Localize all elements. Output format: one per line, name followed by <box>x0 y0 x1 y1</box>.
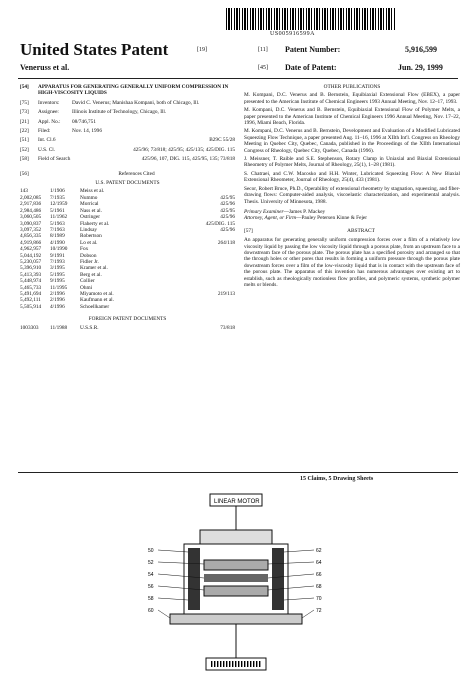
bottom-plate <box>204 586 268 596</box>
publication-item: Secor, Robert Bruce, Ph.D., Operability of extensional rheometry by stagnation, squeezing, and fiber-drawing flows: Computer-aided analysis, viscoelastic characterization, and experimental analysis. Thesis. University of Minnesota, 1988. <box>244 185 460 205</box>
reference-cell: 5,396,910 <box>20 265 42 272</box>
date-code: [45] <box>258 65 268 71</box>
us-docs-list <box>20 188 235 310</box>
patent-number-code: [11] <box>258 47 268 53</box>
reference-cell: 5,413,393 <box>20 271 42 278</box>
fig-label-52: 52 <box>148 560 154 566</box>
linear-motor-label: LINEAR MOTOR <box>214 499 260 505</box>
publication-item: M. Kompani, D.C. Venerus and B. Bernstein, Development and Evaluation of a Modified Lubricated Squeezing Flow Technique, a paper presented Aug. 11–16, 1996 at XIIth Int'l. Congress on Rheology Meeting in Quebec City, Quebec, Canada, published in the Proceedings of the XIIth International Congress of Rheology, Quebec City, Quebec, Canada (1996). <box>244 128 460 154</box>
reference-cell: 2,917,836 <box>20 201 42 208</box>
fig-label-68: 68 <box>316 584 322 590</box>
reference-cell: 5,505,914 <box>20 303 42 310</box>
fig-label-58: 58 <box>148 596 154 602</box>
reference-cell: 4/1996 <box>50 303 65 310</box>
reference-cell: Kaufmann et al. <box>80 297 114 304</box>
patent-date: Jun. 29, 1999 <box>398 63 443 72</box>
left-wall <box>188 548 200 610</box>
reference-cell: 5,448,974 <box>20 278 42 285</box>
reference-row <box>20 325 235 331</box>
reference-cell: 3,097,352 <box>20 226 42 233</box>
barcode <box>226 8 396 30</box>
reference-cell: 4/1990 <box>50 239 65 246</box>
other-pubs-list <box>244 92 460 205</box>
bib-int-cl: [51] Int. Cl.6 B29C 55/28 <box>20 137 235 144</box>
reference-cell: 425/96 <box>220 214 235 221</box>
reference-cell: Flaherty et al. <box>80 220 110 227</box>
document-title: United States Patent <box>20 40 169 59</box>
claims-summary: 15 Claims, 5 Drawing Sheets <box>300 476 374 482</box>
reference-cell: 2,984,486 <box>20 207 42 214</box>
references-heading: [56] References Cited <box>20 170 155 177</box>
right-column <box>244 84 460 288</box>
bibliographic-section <box>20 84 235 331</box>
date-label: Date of Patent: <box>285 63 337 72</box>
reference-cell: Morrical <box>80 201 99 208</box>
fig-label-70: 70 <box>316 596 322 602</box>
reference-cell: 5,491,694 <box>20 290 42 297</box>
reference-cell: 11/1988 <box>50 324 68 331</box>
other-pubs-heading: OTHER PUBLICATIONS <box>323 84 381 90</box>
patent-figure <box>130 490 360 690</box>
reference-cell: Fidler Jr. <box>80 258 99 265</box>
reference-cell: Collier <box>80 278 95 285</box>
reference-cell: 1/1906 <box>50 188 65 195</box>
fig-label-66: 66 <box>316 572 322 578</box>
reference-cell: 2/1996 <box>50 297 65 304</box>
bib-assignee: [73] Assignee: Illinois Institute of Technology, Chicago, Ill. <box>20 109 167 116</box>
top-plate <box>200 530 272 544</box>
mid-rule <box>18 472 458 473</box>
reference-cell: 5/1963 <box>50 220 65 227</box>
reference-row <box>20 304 235 310</box>
porous-plate <box>204 560 268 570</box>
reference-cell: Lo et al. <box>80 239 98 246</box>
reference-cell: Nass et al. <box>80 207 102 214</box>
reference-cell: 143 <box>20 188 28 195</box>
title-code: [19] <box>197 47 207 53</box>
fig-label-64: 64 <box>316 560 322 566</box>
bottom-barcode <box>210 661 262 667</box>
bib-inventors: [75] Inventors: David C. Venerus; Manishaa Kompani, both of Chicago, Ill. <box>20 99 200 106</box>
us-docs-heading: U.S. PATENT DOCUMENTS <box>95 180 160 187</box>
reference-cell: 3/1995 <box>50 265 65 272</box>
reference-cell: Berg et al. <box>80 271 102 278</box>
reference-cell: Nummo <box>80 194 98 201</box>
reference-cell: 5,492,111 <box>20 297 41 304</box>
reference-cell: U.S.S.R. <box>80 324 99 331</box>
inventors-short: Veneruss et al. <box>20 63 70 72</box>
publication-item: M. Kompani, D.C. Venerus and B. Bernstein, Equibiaxial Extensional Flow (EBEX), a paper presented to the American Institute of Chemical Engineers 1993 Annual Meeting, Nov. 12–17, 1993. <box>244 92 460 105</box>
reference-cell: 4,919,866 <box>20 239 42 246</box>
sample-layer <box>204 574 268 582</box>
right-wall <box>272 548 284 610</box>
reference-cell: 2/1996 <box>50 290 65 297</box>
publication-item: M. Kompani, D.C. Venerus and B. Bernstein, Equibiaxial Extensional Flow of Polymer Melts, a paper presented to the American Institute of Chemical Engineers 1996 Annual Meeting, Nov. 17–22, 1996, Miami Beach, Florida. <box>244 107 460 127</box>
reference-cell: 5,230,057 <box>20 258 42 265</box>
reference-cell: Miyamoto et al. <box>80 290 114 297</box>
reference-cell: Ostringer <box>80 214 101 221</box>
reference-cell: Ohmi <box>80 284 93 291</box>
reference-cell: 3,090,837 <box>20 220 42 227</box>
bib-field-search: [58] Field of Search 425/96, 107, DIG. 115, 425/95, 135; 73/818 <box>20 156 235 163</box>
reference-cell: 5/1961 <box>50 207 65 214</box>
reference-cell: 1003303 <box>20 324 39 331</box>
reference-cell: Robertson <box>80 233 102 240</box>
publication-item: S. Chatraei, and C.W. Macosko and H.H. Winter, Lubricated Squeezing Flow: A New Biaxial Extensional Rheometer, Journal of Rheology, 25(4), 433 (1981). <box>244 170 460 184</box>
fig-label-72: 72 <box>316 608 322 614</box>
reference-cell: 73/818 <box>220 324 235 331</box>
attorney: Attorney, Agent, or Firm—Pauley Petersen Kinne & Fejer <box>244 215 368 222</box>
reference-cell: 9/1995 <box>50 278 65 285</box>
header-rule <box>18 78 458 79</box>
reference-cell: 7/1993 <box>50 258 65 265</box>
bib-us-cl: [52] U.S. Cl. 425/96; 73/818; 425/95; 425/135; 425/DIG. 115 <box>20 146 235 153</box>
reference-cell: Lindsay <box>80 226 98 233</box>
reference-cell: 8/1989 <box>50 233 65 240</box>
reference-cell <box>140 304 235 310</box>
abstract-heading: [57] ABSTRACT <box>244 227 375 234</box>
base-plate <box>170 614 302 624</box>
fig-label-56: 56 <box>148 584 154 590</box>
publication-item: J. Meissner, T. Raible and S.E. Stephenson, Rotary Clamp in Uniaxial and Biaxial Extensional Rheometry of Polymer Melts, Journal of Rheology, 25(1), 1–28 (1981). <box>244 156 460 169</box>
fig-label-60: 60 <box>148 608 154 614</box>
reference-cell: 10/1990 <box>50 246 68 253</box>
fig-label-54: 54 <box>148 572 154 578</box>
reference-cell: 7/1963 <box>50 226 65 233</box>
reference-cell: 11/1962 <box>50 214 68 221</box>
reference-cell: Dobson <box>80 252 97 259</box>
reference-cell: 5,465,733 <box>20 284 42 291</box>
reference-cell: 11/1995 <box>50 284 68 291</box>
reference-cell: Fox <box>80 246 89 253</box>
abstract-text: An apparatus for generating generally uniform compression forces over a film of a relatively low viscosity liquid by passing the low viscosity liquid through a porous plate, from an upstream face to a downstream face of the porous plate. The porous plate has a specified porosity and arranged so that the through holes or other pores that results in forming a uniform pressure through the porous plate downstream forces over a film of the low-viscosity liquid that is in contact with the upstream face of the porous plate. The apparatus of this invention has numerous advantages over existing art to establish, such as rheologically motionless flow profiles, and polymeric systems, synthetic polymer melts or blends. <box>244 237 460 288</box>
barcode-number: US005916599A <box>270 31 316 37</box>
reference-cell: 4,962,957 <box>20 246 42 253</box>
reference-cell: 264/118 <box>217 239 235 246</box>
patent-number: 5,916,599 <box>405 45 437 54</box>
foreign-docs-list <box>20 325 235 331</box>
bib-title: [54] APPARATUS FOR GENERATING GENERALLY UNIFORM COMPRESSION IN HIGH-VISCOSITY LIQUIDS <box>20 84 229 97</box>
reference-cell: 12/1959 <box>50 201 68 208</box>
primary-examiner: Primary Examiner—James P. Mackey <box>244 208 326 215</box>
reference-cell: 219/113 <box>217 290 235 297</box>
reference-cell: Kramer et al. <box>80 265 108 272</box>
reference-cell: 2,002,085 <box>20 194 42 201</box>
reference-cell: 425/95 <box>220 194 235 201</box>
patent-number-label: Patent Number: <box>285 45 341 54</box>
reference-cell: 425/DIG. 115 <box>205 220 235 227</box>
fig-label-62: 62 <box>316 548 322 554</box>
reference-cell: 425/96 <box>220 201 235 208</box>
reference-cell: 425/96 <box>220 226 235 233</box>
reference-cell: 7/1935 <box>50 194 65 201</box>
reference-cell: Meiss et al. <box>80 188 105 195</box>
reference-cell: 5,044,192 <box>20 252 42 259</box>
reference-cell: 425/95 <box>220 207 235 214</box>
bib-appl-no: [21] Appl. No.: 08/746,751 <box>20 118 96 125</box>
reference-cell: 3,060,505 <box>20 214 42 221</box>
reference-cell: 5/1995 <box>50 271 65 278</box>
reference-cell: Schoellkamer <box>80 303 110 310</box>
bib-filed: [22] Filed: Nov. 14, 1996 <box>20 128 102 135</box>
reference-cell: 4,856,335 <box>20 233 42 240</box>
reference-cell: 9/1991 <box>50 252 65 259</box>
foreign-docs-heading: FOREIGN PATENT DOCUMENTS <box>88 316 167 323</box>
fig-label-50: 50 <box>148 548 154 554</box>
